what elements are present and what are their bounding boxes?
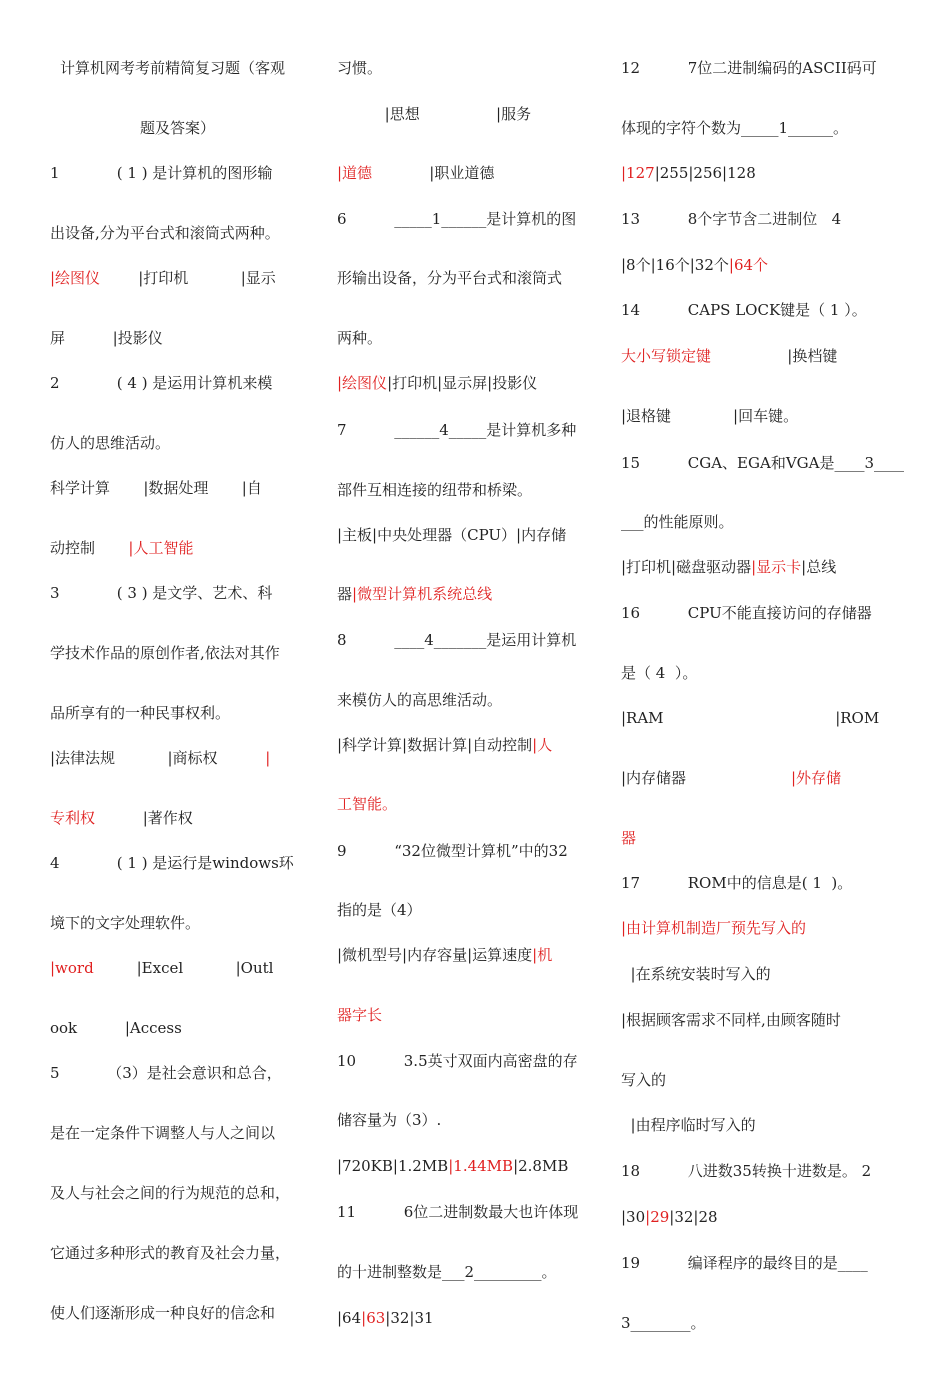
answer-text: |绘图仪 — [50, 269, 101, 287]
text-line — [337, 945, 552, 965]
text-line — [337, 584, 492, 604]
text-line: 16 CPU不能直接访问的存储器 — [621, 604, 872, 622]
text-line: 题及答案） — [140, 119, 216, 137]
answer-text: 大小写锁定键 — [621, 347, 712, 365]
text-line: 9 “32位微型计算机”中的32 — [337, 842, 568, 860]
text-line: 写入的 — [621, 1071, 667, 1089]
answer-text: |绘图仪 — [337, 374, 388, 392]
text-line: 17 ROM中的信息是( 1 )。 — [621, 874, 853, 892]
text-line — [621, 1207, 718, 1227]
text-line: |由程序临时写入的 — [621, 1116, 756, 1134]
text-span: 动控制 — [50, 539, 129, 557]
answer-text: |由计算机制造厂预先写入的 — [621, 919, 807, 937]
text-line: 计算机网考考前精简复习题（客观 — [60, 59, 286, 77]
text-line: 7 ______4_____是计算机多种 — [337, 421, 577, 439]
text-line — [621, 346, 837, 366]
text-span: |Excel |Outl — [93, 959, 274, 977]
answer-text: |道德 — [337, 164, 373, 182]
text-span: |打印机|显示屏|投影仪 — [387, 374, 538, 392]
text-line: 1 ( 1 ) 是计算机的图形输 — [50, 164, 273, 182]
text-span: |32|28 — [669, 1208, 718, 1226]
text-line: 体现的字符个数为_____1______。 — [621, 119, 849, 137]
text-line: |根据顾客需求不同样,由顾客随时 — [621, 1011, 841, 1029]
answer-text: 专利权 — [50, 809, 96, 827]
text-line: 及人与社会之间的行为规范的总和， — [50, 1184, 291, 1202]
text-line: 18 八进数35转换十进数是。 2 — [621, 1162, 872, 1180]
text-line — [621, 163, 756, 183]
text-line: |在系统安装时写入的 — [621, 965, 771, 983]
text-line — [50, 748, 270, 768]
text-line: 它通过多种形式的教育及社会力量， — [50, 1244, 291, 1262]
text-line: 出设备,分为平台式和滚筒式两种。 — [50, 224, 280, 242]
text-line: 来模仿人的高思维活动。 — [337, 691, 503, 709]
text-line: 屏 |投影仪 — [50, 329, 163, 347]
text-span: |职业道德 — [372, 164, 495, 182]
text-span: |64 — [337, 1309, 362, 1327]
text-line: 仿人的思维活动。 — [50, 434, 171, 452]
text-line: 指的是（4） — [337, 901, 422, 919]
text-line — [50, 538, 193, 558]
text-line: 3 ( 3 ) 是文学、艺术、科 — [50, 584, 273, 602]
text-span: |8个|16个|32个 — [621, 256, 729, 274]
text-line: 学技术作品的原创作者,依法对其作 — [50, 644, 280, 662]
text-line: 科学计算 |数据处理 |自 — [50, 479, 262, 497]
text-line: 14 CAPS LOCK键是（ 1 ）。 — [621, 301, 867, 319]
answer-text: |word — [50, 959, 94, 977]
text-span: |内存储器 — [621, 769, 791, 787]
text-line: 使人们逐渐形成一种良好的信念和 — [50, 1304, 276, 1322]
text-line: 6 _____1______是计算机的图 — [337, 210, 577, 228]
text-line: 15 CGA、EGA和VGA是____3____ — [621, 454, 905, 472]
text-line: |思想 |服务 — [337, 105, 532, 123]
answer-text: 工智能。 — [337, 795, 398, 813]
text-line — [50, 808, 193, 828]
text-line — [337, 735, 552, 755]
answer-text: |29 — [645, 1208, 670, 1226]
answer-text: |外存储 — [790, 769, 842, 787]
text-line — [337, 1308, 434, 1328]
text-line: 境下的文字处理软件。 — [50, 914, 201, 932]
text-line — [337, 794, 397, 814]
text-line: 部件互相连接的纽带和桥梁。 — [337, 481, 533, 499]
text-line: 2 ( 4 ) 是运用计算机来模 — [50, 374, 273, 392]
text-line: 11 6位二进制数最大也许体现 — [337, 1203, 579, 1221]
answer-text: 器 — [621, 829, 637, 847]
text-line: 10 3.5英寸双面内高密盘的存 — [337, 1052, 578, 1070]
text-line: |RAM |ROM — [621, 709, 880, 727]
text-line: 8 ____4_______是运用计算机 — [337, 631, 577, 649]
text-span: |30 — [621, 1208, 646, 1226]
text-line: ___的性能原则。 — [621, 513, 734, 531]
text-span: |255|256|128 — [654, 164, 756, 182]
text-line: 的十进制整数是___2_________。 — [337, 1263, 557, 1281]
text-line — [337, 163, 494, 183]
answer-text: |显示卡 — [751, 558, 802, 576]
text-line: 12 7位二进制编码的ASCII码可 — [621, 59, 877, 77]
answer-text: |微型计算机系统总线 — [352, 585, 493, 603]
text-line: 是（ 4 ）。 — [621, 664, 698, 682]
answer-text: |64个 — [728, 256, 769, 274]
text-line — [621, 768, 841, 788]
text-span: |换档键 — [711, 347, 838, 365]
text-line: 品所享有的一种民事权利。 — [50, 704, 231, 722]
text-span: |720KB|1.2MB — [337, 1157, 449, 1175]
text-line: 形输出设备，分为平台式和滚筒式 — [337, 269, 563, 287]
text-line: 3________。 — [621, 1314, 706, 1332]
text-line: ook |Access — [50, 1019, 182, 1037]
text-line — [337, 373, 537, 393]
answer-text: |机 — [532, 946, 553, 964]
text-span: |打印机|磁盘驱动器 — [621, 558, 752, 576]
text-line: 两种。 — [337, 329, 383, 347]
text-line — [50, 268, 276, 288]
text-line: 是在一定条件下调整人与人之间以 — [50, 1124, 276, 1142]
answer-text: |63 — [361, 1309, 386, 1327]
text-span: |微机型号|内存容量|运算速度 — [337, 946, 533, 964]
answer-text: |127 — [621, 164, 655, 182]
text-line: 5 （3）是社会意识和总合， — [50, 1064, 282, 1082]
answer-text: |人 — [532, 736, 553, 754]
text-line — [621, 557, 836, 577]
text-line: 4 ( 1 ) 是运行是windows环 — [50, 854, 294, 872]
text-line — [621, 828, 636, 848]
answer-text: |人工智能 — [128, 539, 194, 557]
text-line — [621, 918, 806, 938]
text-span: |法律法规 |商标权 — [50, 749, 266, 767]
answer-text: | — [265, 749, 271, 767]
text-span: |总线 — [801, 558, 837, 576]
text-line — [337, 1005, 382, 1025]
text-span: |科学计算|数据计算|自动控制 — [337, 736, 533, 754]
text-line — [337, 1156, 568, 1176]
text-line — [621, 255, 768, 275]
text-span: |打印机 |显示 — [100, 269, 276, 287]
text-line: 13 8个字节含二进制位 4 — [621, 210, 842, 228]
text-line: 储容量为（3）. — [337, 1111, 442, 1129]
answer-text: 器字长 — [337, 1006, 383, 1024]
text-span: |著作权 — [95, 809, 193, 827]
answer-text: |1.44MB — [448, 1157, 514, 1175]
text-span: |32|31 — [385, 1309, 434, 1327]
text-span: |2.8MB — [513, 1157, 569, 1175]
text-line: |主板|中央处理器（CPU）|内存储 — [337, 526, 567, 544]
text-line: |退格键 |回车键。 — [621, 407, 799, 425]
text-line — [50, 958, 273, 978]
text-span: 器 — [337, 585, 353, 603]
text-line: 习惯。 — [337, 59, 383, 77]
text-line: 19 编译程序的最终目的是____ — [621, 1254, 868, 1272]
